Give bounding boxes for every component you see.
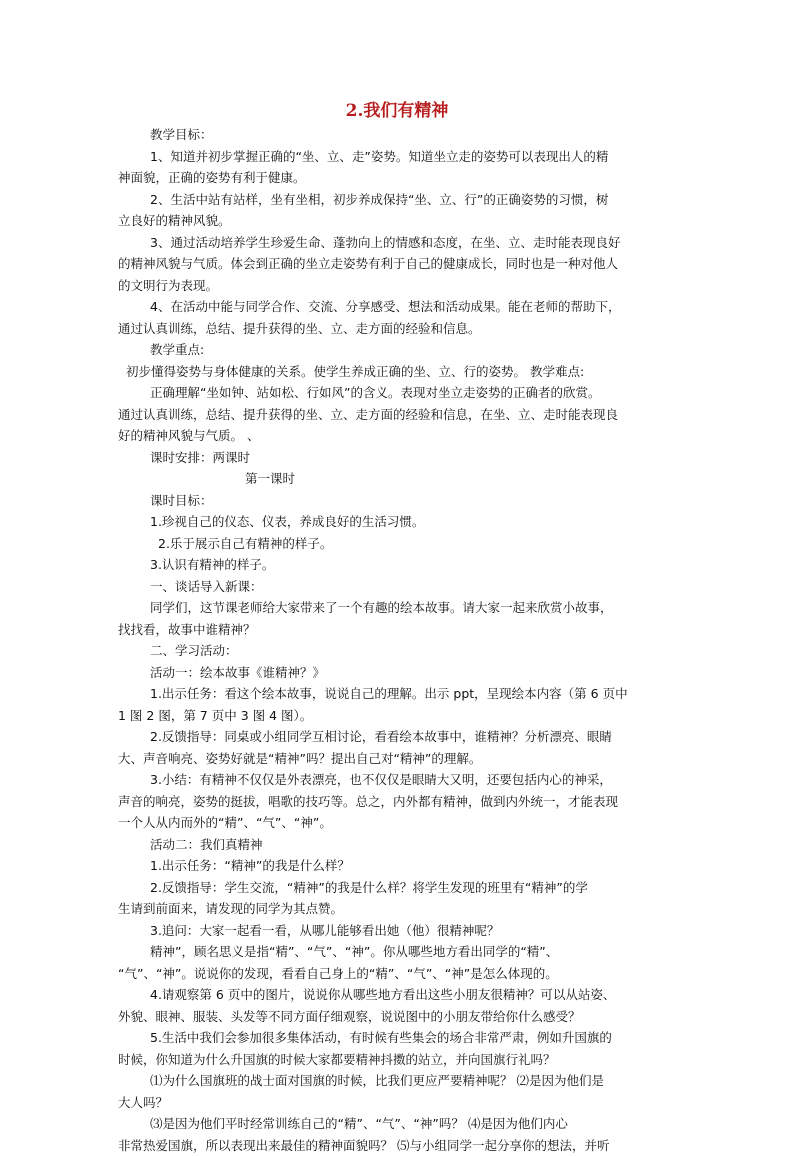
text-line: 3.追问：大家一起看一看，从哪儿能够看出她（他）很精神呢？ — [118, 920, 678, 942]
text-line: 2.反馈指导：学生交流，“精神”的我是什么样？将学生发现的班里有“精神”的学 — [118, 877, 678, 899]
text-line: 3.认识有精神的样子。 — [118, 554, 678, 576]
text-line: 大人吗？ — [118, 1092, 678, 1114]
text-line: 课时目标： — [118, 490, 678, 512]
text-line: 的文明行为表现。 — [118, 275, 678, 297]
text-line: 3.小结：有精神不仅仅是外表漂亮，也不仅仅是眼睛大又明，还要包括内心的神采， — [118, 769, 678, 791]
text-line: 时候，你知道为什么升国旗的时候大家都要精神抖擞的站立，并向国旗行礼吗？ — [118, 1049, 678, 1071]
text-line: 1.出示任务：“精神”的我是什么样？ — [118, 855, 678, 877]
text-line: 1.珍视自己的仪态、仪表，养成良好的生活习惯。 — [118, 511, 678, 533]
text-line: 同学们，这节课老师给大家带来了一个有趣的绘本故事。请大家一起来欣赏小故事， — [118, 597, 678, 619]
document-body — [118, 124, 678, 1156]
text-line: 通过认真训练，总结、提升获得的坐、立、走方面的经验和信息。 — [118, 318, 678, 340]
text-line: 1 图 2 图，第 7 页中 3 图 4 图）。 — [118, 705, 678, 727]
text-line: 教学目标： — [118, 124, 678, 146]
text-line: 1.出示任务：看这个绘本故事，说说自己的理解。出示 ppt，呈现绘本内容（第 6 页中 — [118, 683, 678, 705]
text-line: 的精神风貌与气质。体会到正确的坐立走姿势有利于自己的健康成长，同时也是一种对他人 — [118, 253, 678, 275]
text-line: 好的精神风貌与气质。 、 — [118, 425, 678, 447]
text-line: 4.请观察第 6 页中的图片，说说你从哪些地方看出这些小朋友很精神？可以从站姿、 — [118, 984, 678, 1006]
text-line: 立良好的精神风貌。 — [118, 210, 678, 232]
text-line: 声音的响亮，姿势的挺拔，唱歌的技巧等。总之，内外都有精神，做到内外统一，才能表现 — [118, 791, 678, 813]
text-line: 教学重点: — [118, 339, 678, 361]
text-line: 一个人从内而外的“精”、“气”、“神”。 — [118, 812, 678, 834]
text-line: 2.反馈指导：同桌或小组同学互相讨论，看看绘本故事中，谁精神？分析漂亮、眼睛 — [118, 726, 678, 748]
text-line: 神面貌，正确的姿势有利于健康。 — [118, 167, 678, 189]
text-line: 4、在活动中能与同学合作、交流、分享感受、想法和活动成果。能在老师的帮助下， — [118, 296, 678, 318]
text-line: ⑶是因为他们平时经常训练自己的“精”、“气”、“神”吗？ ⑷是因为他们内心 — [118, 1113, 678, 1135]
text-line: 找找看，故事中谁精神？ — [118, 619, 678, 641]
text-line: 精神”，顾名思义是指“精”、“气”、“神”。你从哪些地方看出同学的“精”、 — [118, 941, 678, 963]
page-title: 2.我们有精神 — [0, 100, 794, 122]
text-line: 外貌、眼神、服装、头发等不同方面仔细观察，说说图中的小朋友带给你什么感受？ — [118, 1006, 678, 1028]
text-line: 大、声音响亮、姿势好就是“精神”吗？提出自己对“精神”的理解。 — [118, 748, 678, 770]
text-line: 5.生活中我们会参加很多集体活动，有时候有些集会的场合非常严肃，例如升国旗的 — [118, 1027, 678, 1049]
text-line: 二、学习活动： — [118, 640, 678, 662]
text-line: 2、生活中站有站样，坐有坐相，初步养成保持“坐、立、行”的正确姿势的习惯，树 — [118, 189, 678, 211]
text-line: 非常热爱国旗，所以表现出来最佳的精神面貌吗？ ⑸与小组同学一起分享你的想法，并听 — [118, 1135, 678, 1156]
text-line: 1、知道并初步掌握正确的“坐、立、走”姿势。知道坐立走的姿势可以表现出人的精 — [118, 146, 678, 168]
text-line: 一、谈话导入新课： — [118, 576, 678, 598]
text-line: 课时安排：两课时 — [118, 447, 678, 469]
text-line: “气”、“神”。说说你的发现，看看自己身上的“精”、“气”、“神”是怎么体现的。 — [118, 963, 678, 985]
text-line: 第一课时 — [118, 468, 678, 490]
text-line: 通过认真训练，总结、提升获得的坐、立、走方面的经验和信息，在坐、立、走时能表现良 — [118, 404, 678, 426]
text-line: 正确理解“坐如钟、站如松、行如风”的含义。表现对坐立走姿势的正确者的欣赏。 — [118, 382, 678, 404]
text-line: 3、通过活动培养学生珍爱生命、蓬勃向上的情感和态度，在坐、立、走时能表现良好 — [118, 232, 678, 254]
text-line: 初步懂得姿势与身体健康的关系。使学生养成正确的坐、立、行的姿势。 教学难点: — [118, 361, 678, 383]
text-line: 生请到前面来，请发现的同学为其点赞。 — [118, 898, 678, 920]
text-line: ⑴为什么国旗班的战士面对国旗的时候，比我们更应严要精神呢？ ⑵是因为他们是 — [118, 1070, 678, 1092]
text-line: 2.乐于展示自己有精神的样子。 — [118, 533, 678, 555]
text-line: 活动一：绘本故事《谁精神？》 — [118, 662, 678, 684]
text-line: 活动二：我们真精神 — [118, 834, 678, 856]
